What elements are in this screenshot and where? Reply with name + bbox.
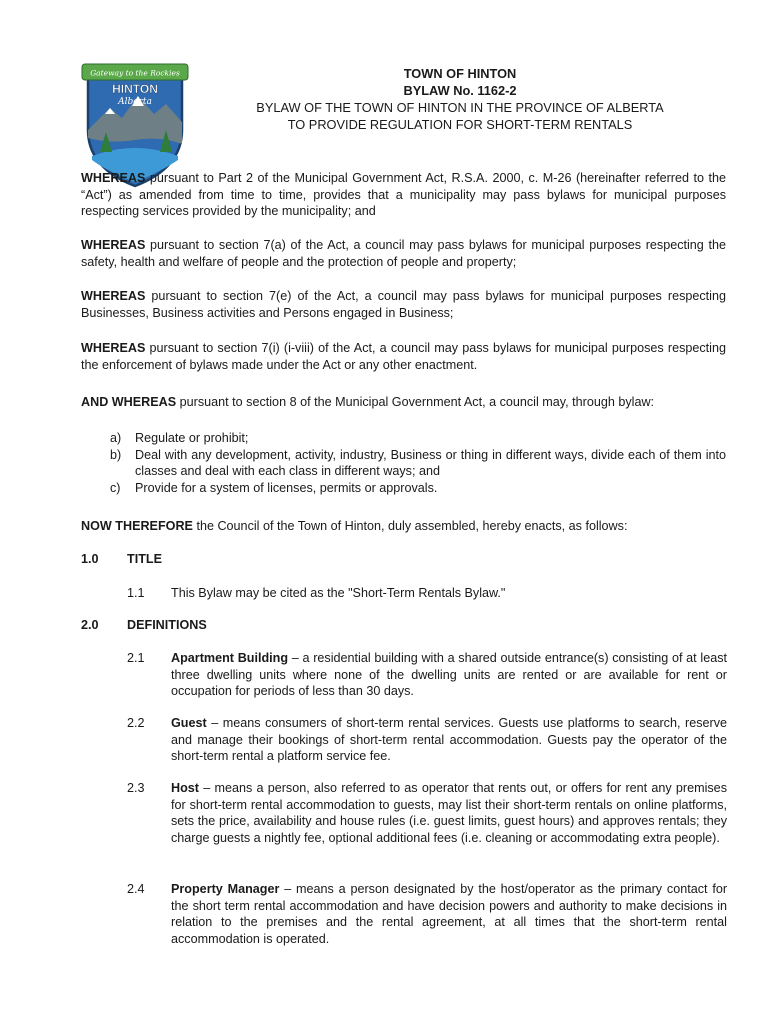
list-item xyxy=(110,430,726,447)
definition-term: Host xyxy=(171,781,199,795)
recital-lead: AND WHEREAS xyxy=(81,395,177,409)
recital-lead: WHEREAS xyxy=(81,289,146,303)
recital-lead: WHEREAS xyxy=(81,171,146,185)
definition-apartment-building xyxy=(127,650,727,700)
definition-host xyxy=(127,780,727,846)
recital-text: pursuant to section 7(i) (i-viii) of the Act, a council may pass bylaws for municipal purposes respecting the enforcement of bylaws made under the Act or any other enactment. xyxy=(81,341,726,372)
clause-number: 2.3 xyxy=(127,781,145,795)
clause-number: 2.4 xyxy=(127,882,145,896)
header-bylaw-title-2: TO PROVIDE REGULATION FOR SHORT-TERM RENTALS xyxy=(287,117,633,132)
enacting-clause xyxy=(81,518,726,535)
section-heading-title xyxy=(81,551,162,568)
list-text: Provide for a system of licenses, permits or approvals. xyxy=(135,480,438,495)
list-text: Deal with any development, activity, industry, Business or thing in different ways, divide each of them into classes and deal with each class in different ways; and xyxy=(135,447,726,479)
recital-5 xyxy=(81,394,726,411)
enact-lead: NOW THEREFORE xyxy=(81,519,193,533)
powers-list xyxy=(110,430,726,496)
list-item xyxy=(110,480,726,497)
recital-lead: WHEREAS xyxy=(81,238,146,252)
definition-property-manager xyxy=(127,881,727,947)
definition-text: – means consumers of short-term rental services. Guests use platforms to search, reserve and manage their bookings of short-term rental accommodation. Guests pay the operator of the short-term rental a platform service fee. xyxy=(171,716,727,764)
logo-name-text: HINTON xyxy=(112,82,158,96)
section-heading-definitions xyxy=(81,617,207,634)
logo-banner-text: Gateway to the Rockies xyxy=(90,68,180,78)
definition-guest xyxy=(127,715,727,765)
section-title: DEFINITIONS xyxy=(127,618,207,632)
recital-text: pursuant to section 7(a) of the Act, a council may pass bylaws for municipal purposes respecting the safety, health and welfare of people and the protection of people and property; xyxy=(81,238,726,269)
clause-number: 2.2 xyxy=(127,716,145,730)
bylaw-header xyxy=(200,65,720,133)
logo-province-text: Alberta xyxy=(118,97,152,107)
recital-3 xyxy=(81,288,726,321)
list-text: Regulate or prohibit; xyxy=(135,431,249,445)
definition-text: – means a person, also referred to as operator that rents out, or offers for rent any premises for short-term rental accommodation to guests, may list their short-term rentals on online platforms, sets the price, availability and house rules (i.e. guest limits, guest hours) and approves rentals; they charge guests a nightly fee, optional additional fees (i.e. cleaning or accommodating extra people). xyxy=(171,781,727,845)
enact-text: the Council of the Town of Hinton, duly assembled, hereby enacts, as follows: xyxy=(192,519,628,533)
definition-term: Apartment Building xyxy=(171,651,289,665)
list-marker: c) xyxy=(110,480,121,495)
section-number: 1.0 xyxy=(81,552,99,566)
definition-text: – means a person designated by the host/operator as the primary contact for the short term rental accommodation and have decision powers and authority to make decisions in relation to the premises and the rental agreement, at all times that the short-term rental accommodation is operated. xyxy=(171,882,728,946)
clause-1-1 xyxy=(127,585,727,602)
clause-text: This Bylaw may be cited as the "Short-Term Rentals Bylaw." xyxy=(171,586,506,600)
clause-number: 2.1 xyxy=(127,651,145,665)
list-item xyxy=(110,447,726,480)
recital-lead: WHEREAS xyxy=(81,341,146,355)
recital-text: pursuant to Part 2 of the Municipal Government Act, R.S.A. 2000, c. M-26 (hereinafter referred to the “Act”) as amended from time to time, provides that a municipality may pass bylaws for municipal purposes respecting services provided by the municipality; and xyxy=(81,171,726,219)
recital-2 xyxy=(81,237,726,270)
clause-number: 1.1 xyxy=(127,586,145,600)
header-town: TOWN OF HINTON xyxy=(403,66,517,81)
recital-text: pursuant to section 8 of the Municipal Government Act, a council may, through bylaw: xyxy=(176,395,655,409)
list-marker: b) xyxy=(110,447,122,462)
header-bylaw-title-1: BYLAW OF THE TOWN OF HINTON IN THE PROVINCE OF ALBERTA xyxy=(256,100,664,115)
definition-term: Guest xyxy=(171,716,207,730)
recital-1 xyxy=(81,170,726,220)
section-number: 2.0 xyxy=(81,618,99,632)
header-bylaw-number: BYLAW No. 1162-2 xyxy=(403,83,517,98)
recital-text: pursuant to section 7(e) of the Act, a council may pass bylaws for municipal purposes respecting Businesses, Business activities and Persons engaged in Business; xyxy=(81,289,726,320)
definition-term: Property Manager xyxy=(171,882,280,896)
section-title: TITLE xyxy=(127,552,162,566)
recital-4 xyxy=(81,340,726,373)
definition-text: – a residential building with a shared outside entrance(s) consisting of at least three dwelling units where none of the dwelling units are rented or are available for rent or occupation for periods of less than 30 days. xyxy=(171,651,727,699)
list-marker: a) xyxy=(110,431,122,445)
